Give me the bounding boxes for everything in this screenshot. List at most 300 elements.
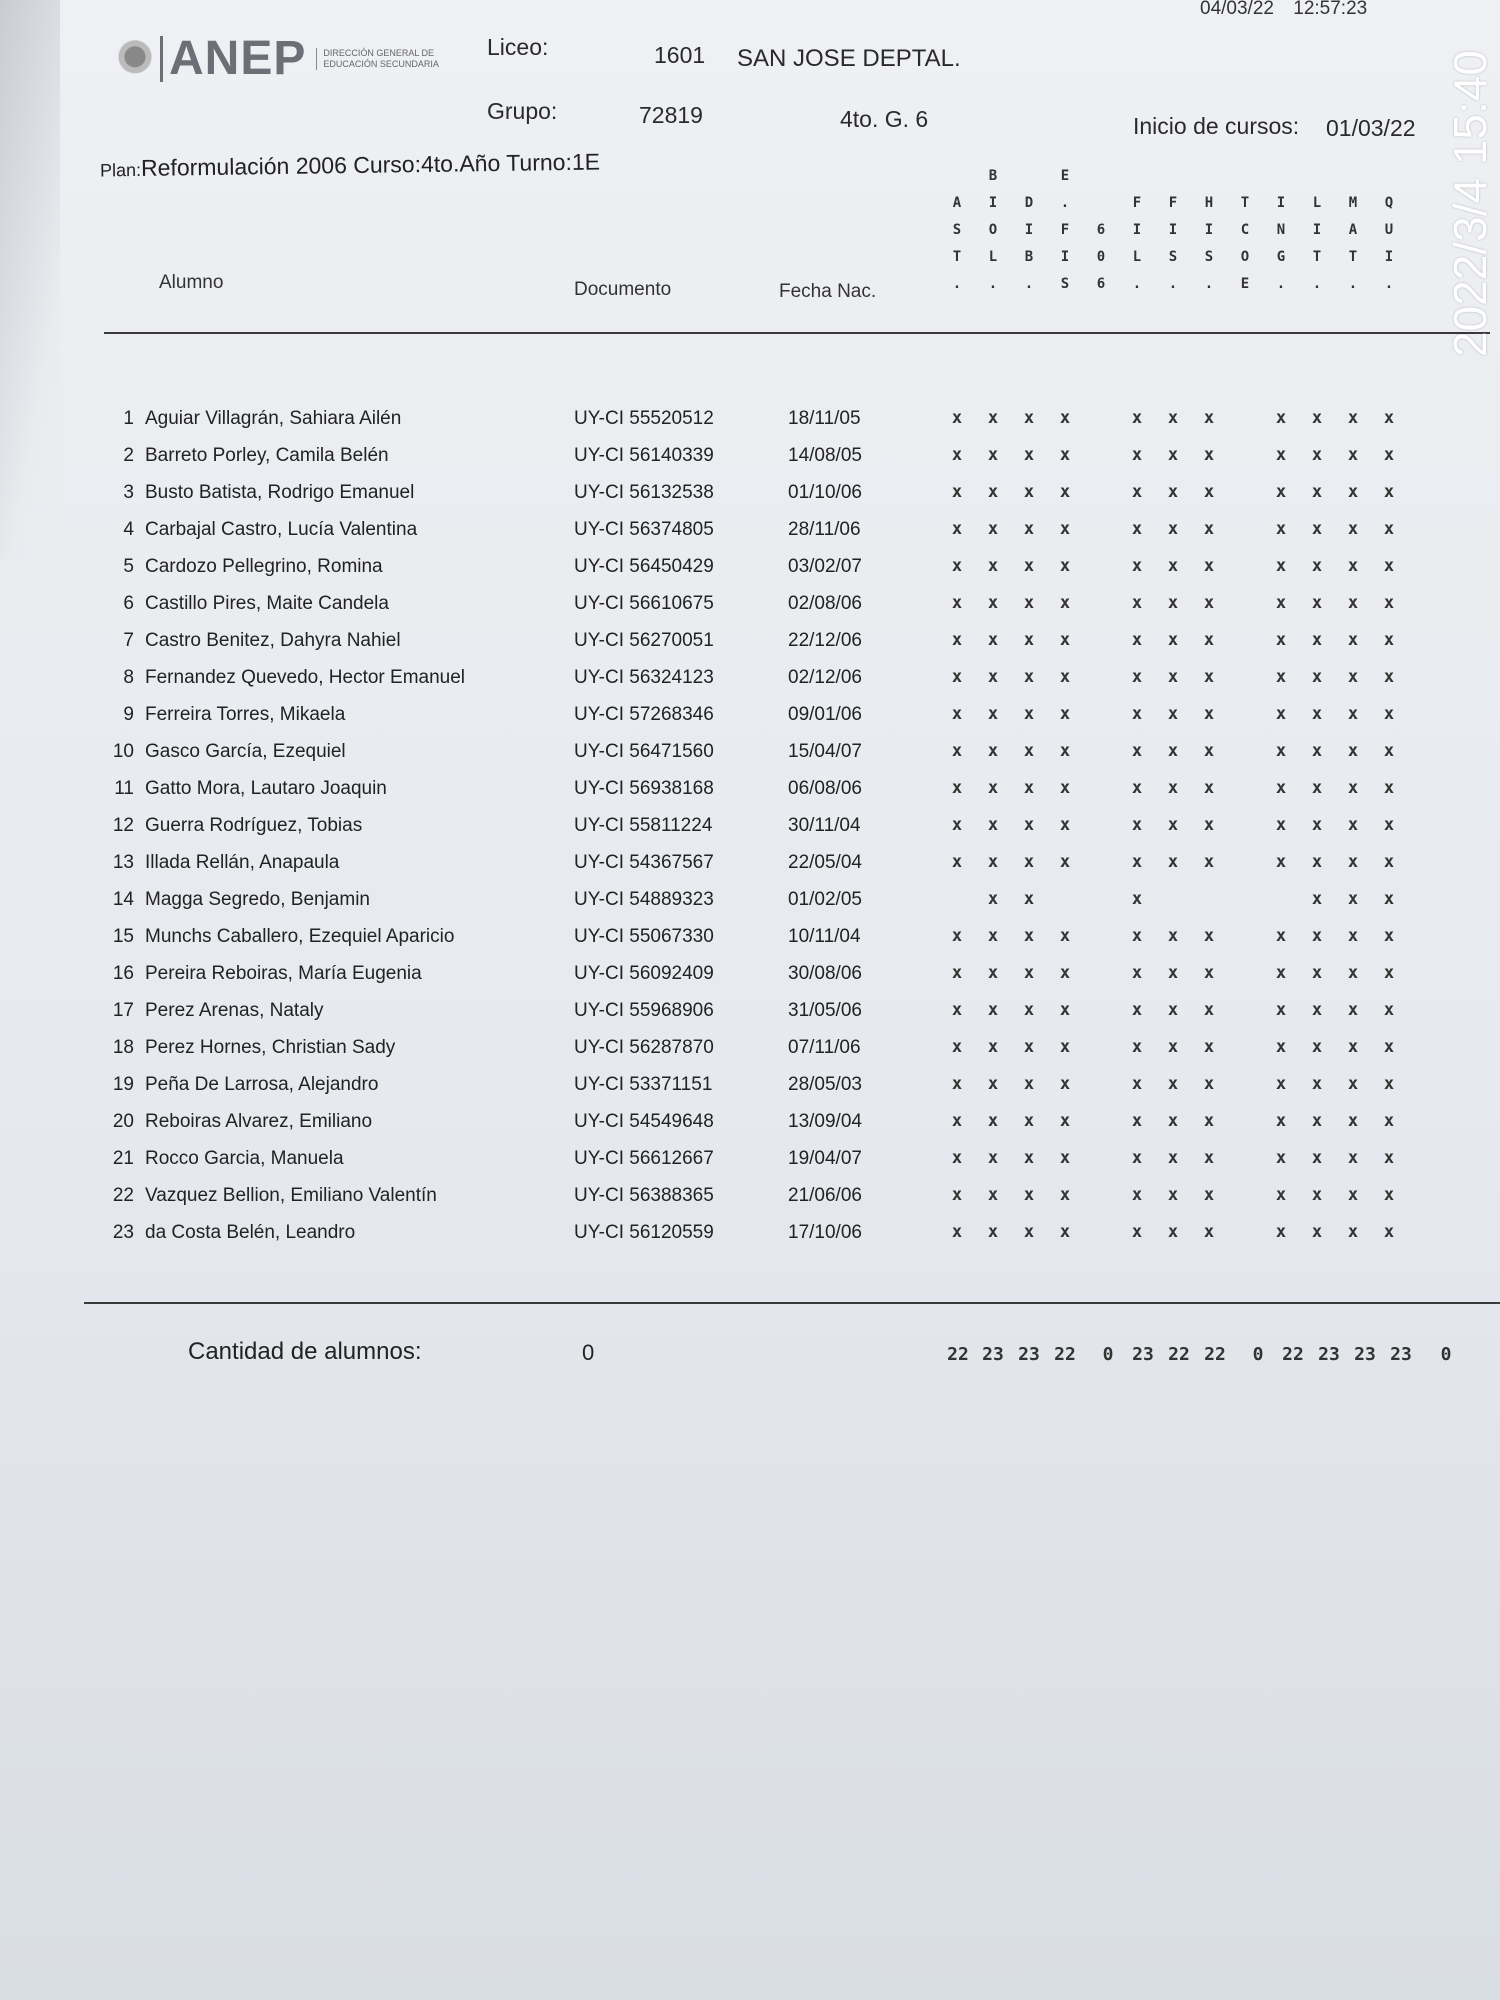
student-document: UY-CI 56324123 [574, 667, 714, 688]
student-document: UY-CI 56140339 [574, 445, 714, 466]
student-birthdate: 13/09/04 [788, 1111, 862, 1132]
student-name: Reboiras Alvarez, Emiliano [145, 1111, 373, 1132]
anep-logo [118, 32, 443, 85]
student-document: UY-CI 55811224 [574, 815, 713, 836]
enrollment-mark: x [951, 1111, 963, 1131]
subject-abbr-char: F [1168, 195, 1178, 211]
enrollment-mark: x [987, 704, 999, 724]
enrollment-mark: x [1275, 741, 1287, 761]
student-document: UY-CI 56092409 [574, 963, 714, 984]
subject-column-header [1235, 163, 1255, 298]
enrollment-mark: x [1059, 1111, 1071, 1131]
enrollment-mark: x [1347, 1222, 1359, 1242]
print-date: 04/03/22 [1200, 0, 1274, 19]
table-row [0, 630, 1500, 667]
enrollment-mark: x [1203, 1222, 1215, 1242]
enrollment-mark: x [1383, 593, 1395, 613]
subject-total: 22 [947, 1344, 969, 1365]
column-documento: Documento [574, 279, 672, 300]
subject-abbr-char: I [1168, 222, 1178, 238]
enrollment-mark: x [1347, 704, 1359, 724]
student-document: UY-CI 57268346 [574, 704, 714, 725]
subject-column-header [1307, 163, 1327, 298]
student-birthdate: 14/08/05 [788, 445, 862, 466]
enrollment-mark: x [1167, 445, 1179, 465]
enrollment-mark: x [1131, 408, 1143, 428]
subject-abbr-char: E [1060, 168, 1070, 184]
enrollment-mark: x [1131, 593, 1143, 613]
enrollment-mark: x [1275, 1222, 1287, 1242]
subject-abbr-char: C [1240, 222, 1250, 238]
enrollment-mark: x [1023, 1111, 1035, 1131]
enrollment-mark: x [951, 778, 963, 798]
enrollment-mark: x [1275, 556, 1287, 576]
plan-text: Reformulación 2006 Curso:4to.Año Turno:1E [140, 148, 601, 181]
subject-abbr-char: S [1060, 276, 1070, 292]
subject-abbr-char: N [1276, 222, 1286, 238]
subject-abbr-char: E [1240, 276, 1250, 292]
enrollment-mark: x [1383, 926, 1395, 946]
enrollment-mark: x [1059, 778, 1071, 798]
plan-line [100, 149, 600, 183]
student-document: UY-CI 56132538 [574, 482, 714, 503]
liceo-label: Liceo: [487, 34, 549, 60]
enrollment-mark: x [1203, 1074, 1215, 1094]
subject-column-header [1199, 163, 1219, 298]
student-name: Illada Rellán, Anapaula [145, 852, 340, 873]
enrollment-mark: x [987, 852, 999, 872]
table-row [0, 519, 1500, 556]
enrollment-mark: x [1311, 445, 1323, 465]
subject-column-header [1163, 163, 1183, 298]
enrollment-mark: x [1383, 815, 1395, 835]
subject-total: 23 [1390, 1344, 1412, 1365]
subject-abbr-char: U [1384, 222, 1394, 238]
student-birthdate: 19/04/07 [788, 1148, 862, 1169]
subject-column-header [983, 163, 1003, 298]
enrollment-mark: x [1383, 889, 1395, 909]
enrollment-mark: x [1203, 815, 1215, 835]
subject-total: 0 [1102, 1344, 1114, 1365]
subject-abbr-char: I [1312, 222, 1322, 238]
enrollment-mark: x [1275, 630, 1287, 650]
enrollment-mark: x [1167, 778, 1179, 798]
enrollment-mark: x [951, 482, 963, 502]
subject-abbr-char: F [1132, 195, 1142, 211]
row-number: 6 [123, 593, 134, 614]
table-row [0, 1222, 1500, 1259]
enrollment-mark: x [951, 1185, 963, 1205]
enrollment-mark: x [1311, 1185, 1323, 1205]
student-name: Perez Arenas, Nataly [145, 1000, 324, 1021]
enrollment-mark: x [1311, 778, 1323, 798]
student-birthdate: 06/08/06 [788, 778, 862, 799]
enrollment-mark: x [1203, 704, 1215, 724]
enrollment-mark: x [1167, 815, 1179, 835]
subject-abbr-char: . [1168, 276, 1178, 292]
enrollment-mark: x [987, 445, 999, 465]
row-number: 7 [123, 630, 134, 651]
enrollment-mark: x [1131, 704, 1143, 724]
subject-abbr-char: . [1204, 276, 1214, 292]
enrollment-mark: x [1023, 630, 1035, 650]
enrollment-mark: x [987, 1185, 999, 1205]
enrollment-mark: x [987, 741, 999, 761]
enrollment-mark: x [1059, 1037, 1071, 1057]
enrollment-mark: x [1203, 482, 1215, 502]
enrollment-mark: x [1059, 408, 1071, 428]
subject-abbr-char: D [1024, 195, 1034, 211]
liceo-code: 1601 [654, 42, 706, 68]
student-name: Fernandez Quevedo, Hector Emanuel [145, 667, 466, 688]
row-number: 5 [123, 556, 134, 577]
column-fecha: Fecha Nac. [779, 281, 877, 302]
subject-abbr-char: T [1348, 249, 1358, 265]
enrollment-mark: x [987, 1000, 999, 1020]
enrollment-mark: x [1023, 1148, 1035, 1168]
enrollment-mark: x [1275, 852, 1287, 872]
enrollment-mark: x [1167, 704, 1179, 724]
subject-total: 23 [1132, 1344, 1154, 1365]
student-document: UY-CI 56287870 [574, 1037, 714, 1058]
student-name: Perez Hornes, Christian Sady [145, 1037, 396, 1058]
student-table [0, 408, 1500, 1259]
subject-abbr-char [1271, 163, 1291, 190]
enrollment-mark: x [1023, 408, 1035, 428]
enrollment-mark: x [1167, 1000, 1179, 1020]
row-number: 9 [123, 704, 134, 725]
enrollment-mark: x [1347, 963, 1359, 983]
enrollment-mark: x [1275, 408, 1287, 428]
enrollment-mark: x [1347, 815, 1359, 835]
subject-abbr-char [1343, 163, 1363, 190]
enrollment-mark: x [1347, 1037, 1359, 1057]
grupo-code: 72819 [639, 102, 703, 128]
enrollment-mark: x [1275, 1000, 1287, 1020]
enrollment-mark: x [1167, 963, 1179, 983]
enrollment-mark: x [1275, 519, 1287, 539]
subject-abbr-char: B [1024, 249, 1034, 265]
student-birthdate: 01/10/06 [788, 482, 862, 503]
enrollment-mark: x [951, 556, 963, 576]
enrollment-mark: x [1347, 852, 1359, 872]
enrollment-mark: x [1311, 593, 1323, 613]
enrollment-mark: x [1167, 1111, 1179, 1131]
subject-abbr-char: . [1132, 276, 1142, 292]
enrollment-mark: x [987, 1111, 999, 1131]
enrollment-mark: x [1383, 482, 1395, 502]
subject-abbr-char: O [988, 222, 998, 238]
student-document: UY-CI 55968906 [574, 1000, 714, 1021]
subject-column-header [1379, 163, 1399, 298]
enrollment-mark: x [1131, 926, 1143, 946]
subject-total: 23 [1354, 1344, 1376, 1365]
table-row [0, 741, 1500, 778]
enrollment-mark: x [1023, 926, 1035, 946]
enrollment-mark: x [1275, 667, 1287, 687]
enrollment-mark: x [1275, 1111, 1287, 1131]
enrollment-mark: x [1311, 926, 1323, 946]
enrollment-mark: x [1203, 926, 1215, 946]
subject-abbr-char: . [1024, 276, 1034, 292]
enrollment-mark: x [1023, 519, 1035, 539]
enrollment-mark: x [1311, 1000, 1323, 1020]
logo-word: ANEP [160, 36, 306, 82]
enrollment-mark: x [1167, 630, 1179, 650]
enrollment-mark: x [1059, 1222, 1071, 1242]
enrollment-mark: x [1347, 593, 1359, 613]
subject-abbr-char: I [1384, 249, 1394, 265]
student-document: UY-CI 56610675 [574, 593, 714, 614]
subject-abbr-char [1163, 163, 1183, 190]
enrollment-mark: x [1131, 963, 1143, 983]
enrollment-mark: x [1023, 778, 1035, 798]
enrollment-mark: x [1059, 1000, 1071, 1020]
subject-abbr-char: I [988, 195, 998, 211]
enrollment-mark: x [1347, 408, 1359, 428]
row-number: 22 [112, 1185, 134, 1206]
row-number: 16 [112, 963, 134, 984]
enrollment-mark: x [1383, 1000, 1395, 1020]
subject-abbr-char: B [988, 168, 998, 184]
enrollment-mark: x [1383, 741, 1395, 761]
enrollment-mark: x [1383, 1185, 1395, 1205]
student-document: UY-CI 56471560 [574, 741, 714, 762]
student-name: Aguiar Villagrán, Sahiara Ailén [145, 408, 402, 429]
enrollment-mark: x [987, 556, 999, 576]
student-birthdate: 10/11/04 [788, 926, 861, 947]
enrollment-mark: x [1347, 741, 1359, 761]
table-row [0, 704, 1500, 741]
subject-abbr-char: I [1276, 195, 1286, 211]
subject-abbr-char: T [1312, 249, 1322, 265]
enrollment-mark: x [1131, 519, 1143, 539]
enrollment-mark: x [1311, 1148, 1323, 1168]
row-number: 19 [112, 1074, 134, 1095]
row-number: 1 [123, 408, 134, 429]
enrollment-mark: x [987, 1222, 999, 1242]
enrollment-mark: x [1383, 963, 1395, 983]
enrollment-mark: x [1203, 630, 1215, 650]
subject-total: 22 [1282, 1344, 1304, 1365]
enrollment-mark: x [1203, 778, 1215, 798]
enrollment-mark: x [1059, 593, 1071, 613]
enrollment-mark: x [1347, 482, 1359, 502]
enrollment-mark: x [1059, 667, 1071, 687]
enrollment-mark: x [1059, 1148, 1071, 1168]
enrollment-mark: x [1311, 408, 1323, 428]
row-number: 4 [123, 519, 134, 540]
enrollment-mark: x [1383, 1111, 1395, 1131]
enrollment-mark: x [1131, 741, 1143, 761]
enrollment-mark: x [1167, 667, 1179, 687]
subject-abbr-char: H [1204, 195, 1214, 211]
enrollment-mark: x [1311, 889, 1323, 909]
total-label: Cantidad de alumnos: [188, 1338, 422, 1365]
enrollment-mark: x [1383, 704, 1395, 724]
enrollment-mark: x [1311, 1111, 1323, 1131]
enrollment-mark: x [987, 778, 999, 798]
subject-total: 22 [1204, 1344, 1226, 1365]
student-name: Vazquez Bellion, Emiliano Valentín [145, 1185, 437, 1206]
student-document: UY-CI 55067330 [574, 926, 714, 947]
enrollment-mark: x [1167, 482, 1179, 502]
subject-column-header [1127, 163, 1147, 298]
print-timestamp [1200, 0, 1381, 20]
enrollment-mark: x [1311, 963, 1323, 983]
enrollment-mark: x [987, 1037, 999, 1057]
subject-abbr-char: F [1060, 222, 1070, 238]
subject-abbr-char [947, 163, 967, 190]
student-document: UY-CI 54889323 [574, 889, 714, 910]
enrollment-mark: x [1131, 667, 1143, 687]
enrollment-mark: x [951, 1000, 963, 1020]
table-row [0, 889, 1500, 926]
enrollment-mark: x [1203, 667, 1215, 687]
enrollment-mark: x [1347, 926, 1359, 946]
subject-abbr-char: T [952, 249, 962, 265]
enrollment-mark: x [1023, 852, 1035, 872]
row-number: 20 [112, 1111, 134, 1132]
plan-prefix: Plan: [99, 159, 142, 181]
enrollment-mark: x [951, 667, 963, 687]
enrollment-mark: x [1203, 1185, 1215, 1205]
enrollment-mark: x [1131, 1222, 1143, 1242]
enrollment-mark: x [1167, 1037, 1179, 1057]
student-birthdate: 17/10/06 [788, 1222, 862, 1243]
student-name: Carbajal Castro, Lucía Valentina [145, 519, 418, 540]
student-name: Busto Batista, Rodrigo Emanuel [145, 482, 415, 503]
subject-abbr-char: . [952, 276, 962, 292]
enrollment-mark: x [1275, 1074, 1287, 1094]
enrollment-mark: x [1383, 519, 1395, 539]
subject-abbr-char: O [1240, 249, 1250, 265]
table-row [0, 778, 1500, 815]
subject-abbr-char: I [1060, 249, 1070, 265]
enrollment-mark: x [951, 741, 963, 761]
enrollment-mark: x [1347, 519, 1359, 539]
enrollment-mark: x [1059, 519, 1071, 539]
subject-column-header [947, 163, 967, 298]
table-row [0, 667, 1500, 704]
enrollment-mark: x [1167, 1185, 1179, 1205]
enrollment-mark: x [1131, 1185, 1143, 1205]
enrollment-mark: x [987, 667, 999, 687]
student-name: Gasco García, Ezequiel [145, 741, 346, 762]
enrollment-mark: x [1275, 593, 1287, 613]
enrollment-mark: x [1347, 667, 1359, 687]
student-document: UY-CI 56120559 [574, 1222, 714, 1243]
student-birthdate: 09/01/06 [788, 704, 862, 725]
grupo-label: Grupo: [487, 98, 558, 124]
enrollment-mark: x [951, 1148, 963, 1168]
enrollment-mark: x [1167, 593, 1179, 613]
subject-abbr-char: T [1240, 195, 1250, 211]
student-birthdate: 18/11/05 [788, 408, 861, 429]
enrollment-mark: x [951, 852, 963, 872]
subject-column-header [1343, 163, 1363, 298]
subject-abbr-char: . [1276, 276, 1286, 292]
student-document: UY-CI 56450429 [574, 556, 714, 577]
liceo-name: SAN JOSE DEPTAL. [737, 45, 961, 72]
enrollment-mark: x [1275, 704, 1287, 724]
enrollment-mark: x [987, 593, 999, 613]
enrollment-mark: x [1311, 704, 1323, 724]
enrollment-mark: x [1167, 1074, 1179, 1094]
enrollment-mark: x [987, 519, 999, 539]
enrollment-mark: x [1059, 1185, 1071, 1205]
subject-abbr-char: Q [1384, 195, 1394, 211]
student-birthdate: 03/02/07 [788, 556, 862, 577]
table-row [0, 852, 1500, 889]
subject-abbr-char: I [1132, 222, 1142, 238]
enrollment-mark: x [1059, 1074, 1071, 1094]
student-birthdate: 30/08/06 [788, 963, 862, 984]
subject-abbr-char: I [1204, 222, 1214, 238]
enrollment-mark: x [1023, 889, 1035, 909]
enrollment-mark: x [987, 815, 999, 835]
enrollment-mark: x [1203, 1148, 1215, 1168]
enrollment-mark: x [1131, 852, 1143, 872]
subject-abbr-char: L [1132, 249, 1142, 265]
subject-abbr-char: . [1312, 276, 1322, 292]
row-number: 13 [112, 852, 134, 873]
row-number: 12 [112, 815, 134, 836]
enrollment-mark: x [1167, 741, 1179, 761]
enrollment-mark: x [1275, 1148, 1287, 1168]
enrollment-mark: x [1167, 408, 1179, 428]
enrollment-mark: x [1383, 1148, 1395, 1168]
grupo-name: 4to. G. 6 [840, 106, 929, 132]
enrollment-mark: x [951, 815, 963, 835]
enrollment-mark: x [1059, 815, 1071, 835]
enrollment-mark: x [1203, 445, 1215, 465]
enrollment-mark: x [1167, 1148, 1179, 1168]
enrollment-mark: x [1167, 556, 1179, 576]
row-number: 10 [112, 741, 134, 762]
subject-total: 23 [982, 1344, 1004, 1365]
enrollment-mark: x [1203, 963, 1215, 983]
enrollment-mark: x [1347, 1148, 1359, 1168]
enrollment-mark: x [1311, 1037, 1323, 1057]
subject-total: 0 [1252, 1344, 1264, 1365]
student-name: Magga Segredo, Benjamin [145, 889, 370, 910]
enrollment-mark: x [1059, 963, 1071, 983]
enrollment-mark: x [1275, 1037, 1287, 1057]
print-time: 12:57:23 [1293, 0, 1368, 19]
row-number: 17 [112, 1000, 134, 1021]
enrollment-mark: x [951, 926, 963, 946]
enrollment-mark: x [951, 1037, 963, 1057]
subject-abbr-char: 0 [1096, 249, 1106, 265]
student-name: Gatto Mora, Lautaro Joaquin [145, 778, 387, 799]
enrollment-mark: x [1023, 556, 1035, 576]
enrollment-mark: x [1383, 852, 1395, 872]
enrollment-mark: x [951, 630, 963, 650]
subject-abbr-char: G [1276, 249, 1286, 265]
row-number: 18 [112, 1037, 134, 1058]
enrollment-mark: x [1059, 926, 1071, 946]
enrollment-mark: x [1275, 815, 1287, 835]
subject-total: 23 [1318, 1344, 1340, 1365]
enrollment-mark: x [1059, 704, 1071, 724]
student-document: UY-CI 54367567 [574, 852, 714, 873]
enrollment-mark: x [1275, 963, 1287, 983]
table-row [0, 1185, 1500, 1222]
row-number: 8 [123, 667, 134, 688]
row-number: 21 [112, 1148, 134, 1169]
enrollment-mark: x [1383, 408, 1395, 428]
